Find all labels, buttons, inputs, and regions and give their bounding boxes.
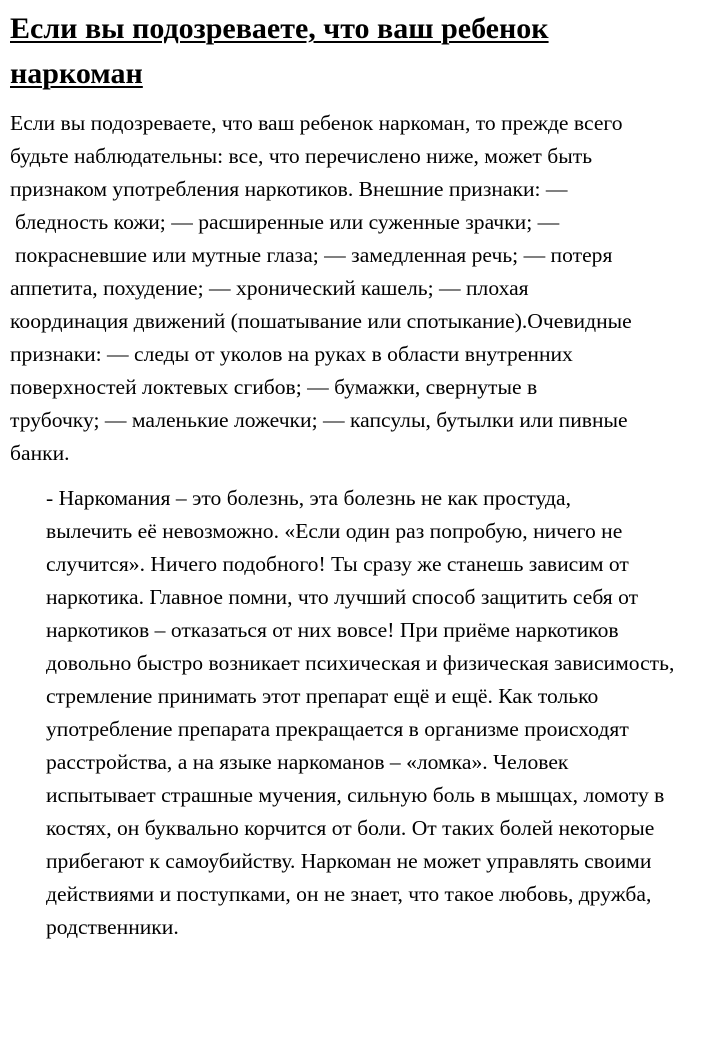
text-line: стремление принимать этот препарат ещё и ещё. Как только [46, 684, 599, 708]
text-line: трубочку; — маленькие ложечки; — капсулы, бутылки или пивные [10, 408, 628, 432]
text-line: испытывает страшные мучения, сильную боль в мышцах, ломоту в [46, 783, 665, 807]
text-line: поверхностей локтевых сгибов; — бумажки, свернутые в [10, 375, 538, 399]
text-line: бледность кожи; — расширенные или суженные зрачки; — [15, 210, 560, 234]
text-line: аппетита, похудение; — хронический кашель; — плохая [10, 276, 529, 300]
paragraph-addiction [10, 482, 712, 944]
text-line: Если вы подозреваете, что ваш ребенок наркоман, то прежде всего [10, 111, 623, 135]
text-line: костях, он буквально корчится от боли. От таких болей некоторые [46, 816, 655, 840]
text-line: довольно быстро возникает психическая и физическая зависимость, [46, 651, 675, 675]
text-line: координация движений (пошатывание или спотыкание).Очевидные [10, 309, 632, 333]
text-line: прибегают к самоубийству. Наркоман не может управлять своими [46, 849, 652, 873]
text-line: употребление препарата прекращается в организме происходят [46, 717, 629, 741]
title-line: Если вы подозреваете, что ваш ребенок [10, 12, 549, 45]
text-line: признаки: — следы от уколов на руках в области внутренних [10, 342, 573, 366]
text-line: действиями и поступками, он не знает, что такое любовь, дружба, [46, 882, 652, 906]
text-line: наркотика. Главное помни, что лучший способ защитить себя от [46, 585, 639, 609]
text-line: случится». Ничего подобного! Ты сразу же станешь зависим от [46, 552, 629, 576]
text-line: наркотиков – отказаться от них вовсе! При приёме наркотиков [46, 618, 619, 642]
text-line: родственники. [46, 915, 179, 939]
document-page [10, 6, 712, 944]
text-line: - Наркомания – это болезнь, эта болезнь не как простуда, [46, 486, 571, 510]
text-line: будьте наблюдательны: все, что перечислено ниже, может быть [10, 144, 593, 168]
text-line: вылечить её невозможно. «Если один раз попробую, ничего не [46, 519, 623, 543]
text-line: расстройства, а на языке наркоманов – «ломка». Человек [46, 750, 569, 774]
document-title [10, 6, 712, 96]
text-line: признаком употребления наркотиков. Внешние признаки: — [10, 177, 568, 201]
text-line: банки. [10, 441, 70, 465]
text-line: покрасневшие или мутные глаза; — замедленная речь; — потеря [15, 243, 613, 267]
paragraph-signs [10, 107, 712, 470]
title-line: наркоман [10, 57, 143, 90]
